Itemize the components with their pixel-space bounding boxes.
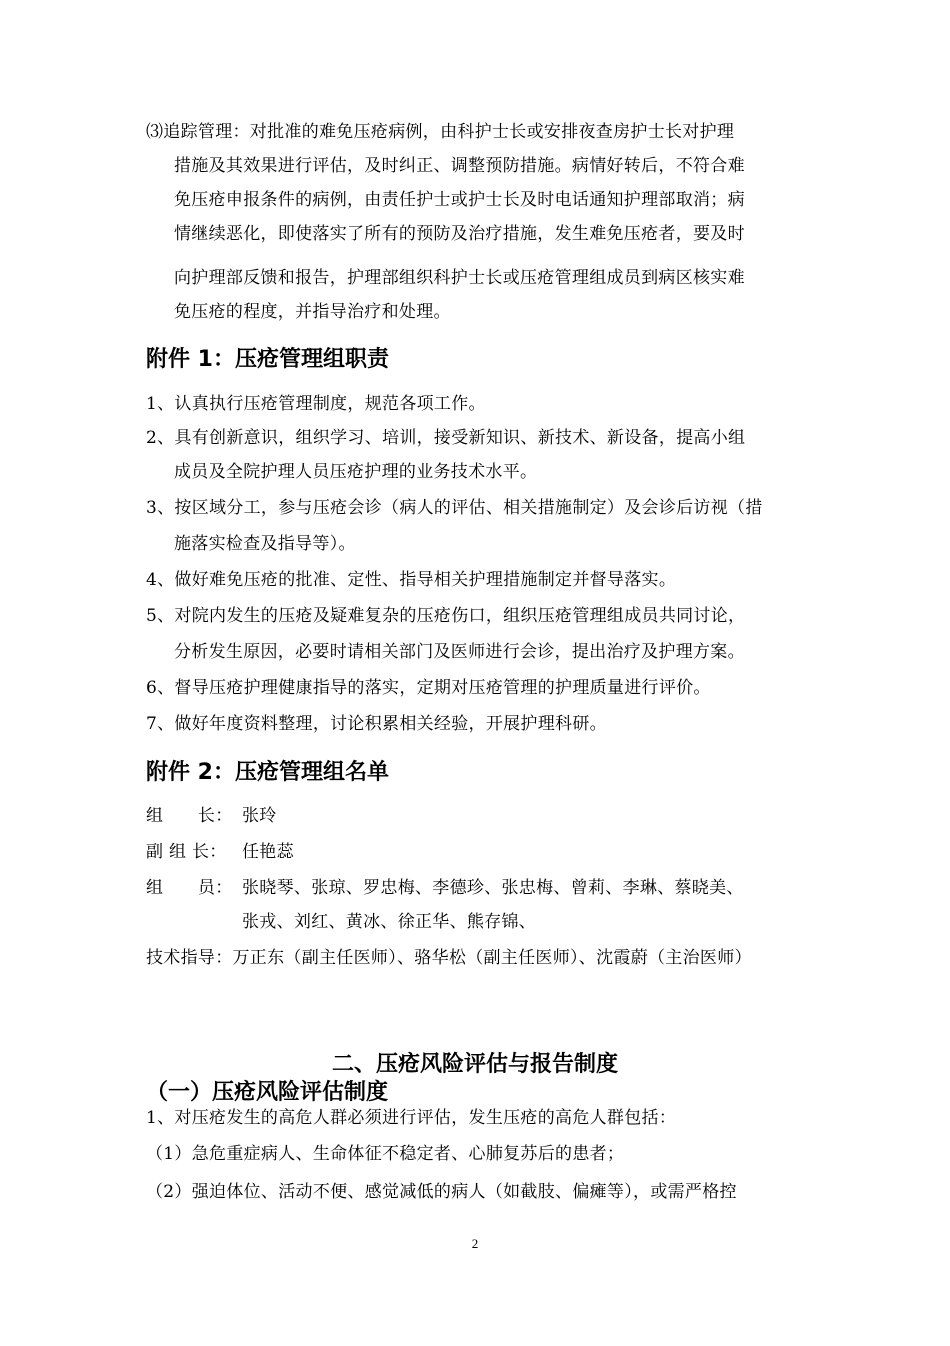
members-label: 组 员： (146, 878, 233, 898)
section2-line-1: 1、对压疮发生的高危人群必须进行评估，发生压疮的高危人群包括： (146, 1108, 677, 1128)
tracking-line-1: ⑶追踪管理：对批准的难免压疮病例，由科护士长或安排夜查房护士长对护理 (146, 122, 735, 142)
duty-item-7: 7、做好年度资料整理，讨论积累相关经验，开展护理科研。 (146, 714, 607, 734)
duty-item-5: 5、对院内发生的压疮及疑难复杂的压疮伤口，组织压疮管理组成员共同讨论， (146, 606, 746, 626)
section2-subtitle: （一）压疮风险评估制度 (146, 1080, 389, 1105)
section2-line-3: （2）强迫体位、活动不便、感觉减低的病人（如截肢、偏瘫等），或需严格控 (146, 1182, 737, 1202)
deputy-row (146, 840, 294, 864)
tracking-line-6: 免压疮的程度，并指导治疗和处理。 (174, 302, 451, 322)
members-row (146, 876, 744, 900)
duty-item-2-cont: 成员及全院护理人员压疮护理的业务技术水平。 (174, 462, 538, 482)
tech-guidance-row: 技术指导：万正东（副主任医师）、骆华松（副主任医师）、沈霞蔚（主治医师） (146, 948, 752, 968)
tracking-line-3: 免压疮申报条件的病例，由责任护士或护士长及时电话通知护理部取消；病 (174, 190, 745, 210)
section2-line-2: （1）急危重症病人、生命体征不稳定者、心肺复苏后的患者； (146, 1144, 625, 1164)
tracking-line-5: 向护理部反馈和报告，护理部组织科护士长或压疮管理组成员到病区核实难 (174, 268, 745, 288)
tracking-line-4: 情继续恶化，即使落实了所有的预防及治疗措施，发生难免压疮者，要及时 (174, 224, 745, 244)
attachment2-title: 附件 2：压疮管理组名单 (146, 760, 389, 785)
deputy-label: 副 组 长： (146, 842, 227, 862)
page-number: 2 (471, 1236, 479, 1251)
leader-row (146, 804, 277, 828)
attachment1-title: 附件 1：压疮管理组职责 (146, 347, 389, 372)
duty-item-3: 3、按区域分工，参与压疮会诊（病人的评估、相关措施制定）及会诊后访视（措 (146, 498, 763, 518)
duty-item-2: 2、具有创新意识，组织学习、培训，接受新知识、新技术、新设备，提高小组 (146, 428, 746, 448)
leader-label: 组 长： (146, 806, 233, 826)
tracking-line-2: 措施及其效果进行评估，及时纠正、调整预防措施。病情好转后，不符合难 (174, 156, 745, 176)
duty-item-3-cont: 施落实检查及指导等）。 (174, 534, 356, 554)
members-names-1: 张晓琴、张琼、罗忠梅、李德珍、张忠梅、曾莉、李琳、蔡晓美、 (242, 878, 744, 898)
duty-item-4: 4、做好难免压疮的批准、定性、指导相关护理措施制定并督导落实。 (146, 570, 677, 590)
deputy-name: 任艳蕊 (242, 842, 294, 862)
members-names-2: 张戎、刘红、黄冰、徐正华、熊存锦、 (242, 912, 537, 932)
section2-title: 二、压疮风险评估与报告制度 (331, 1052, 618, 1077)
leader-name: 张玲 (242, 806, 277, 826)
duty-item-6: 6、督导压疮护理健康指导的落实，定期对压疮管理的护理质量进行评价。 (146, 678, 711, 698)
duty-item-5-cont: 分析发生原因，必要时请相关部门及医师进行会诊，提出治疗及护理方案。 (174, 642, 745, 662)
duty-item-1: 1、认真执行压疮管理制度，规范各项工作。 (146, 394, 486, 414)
